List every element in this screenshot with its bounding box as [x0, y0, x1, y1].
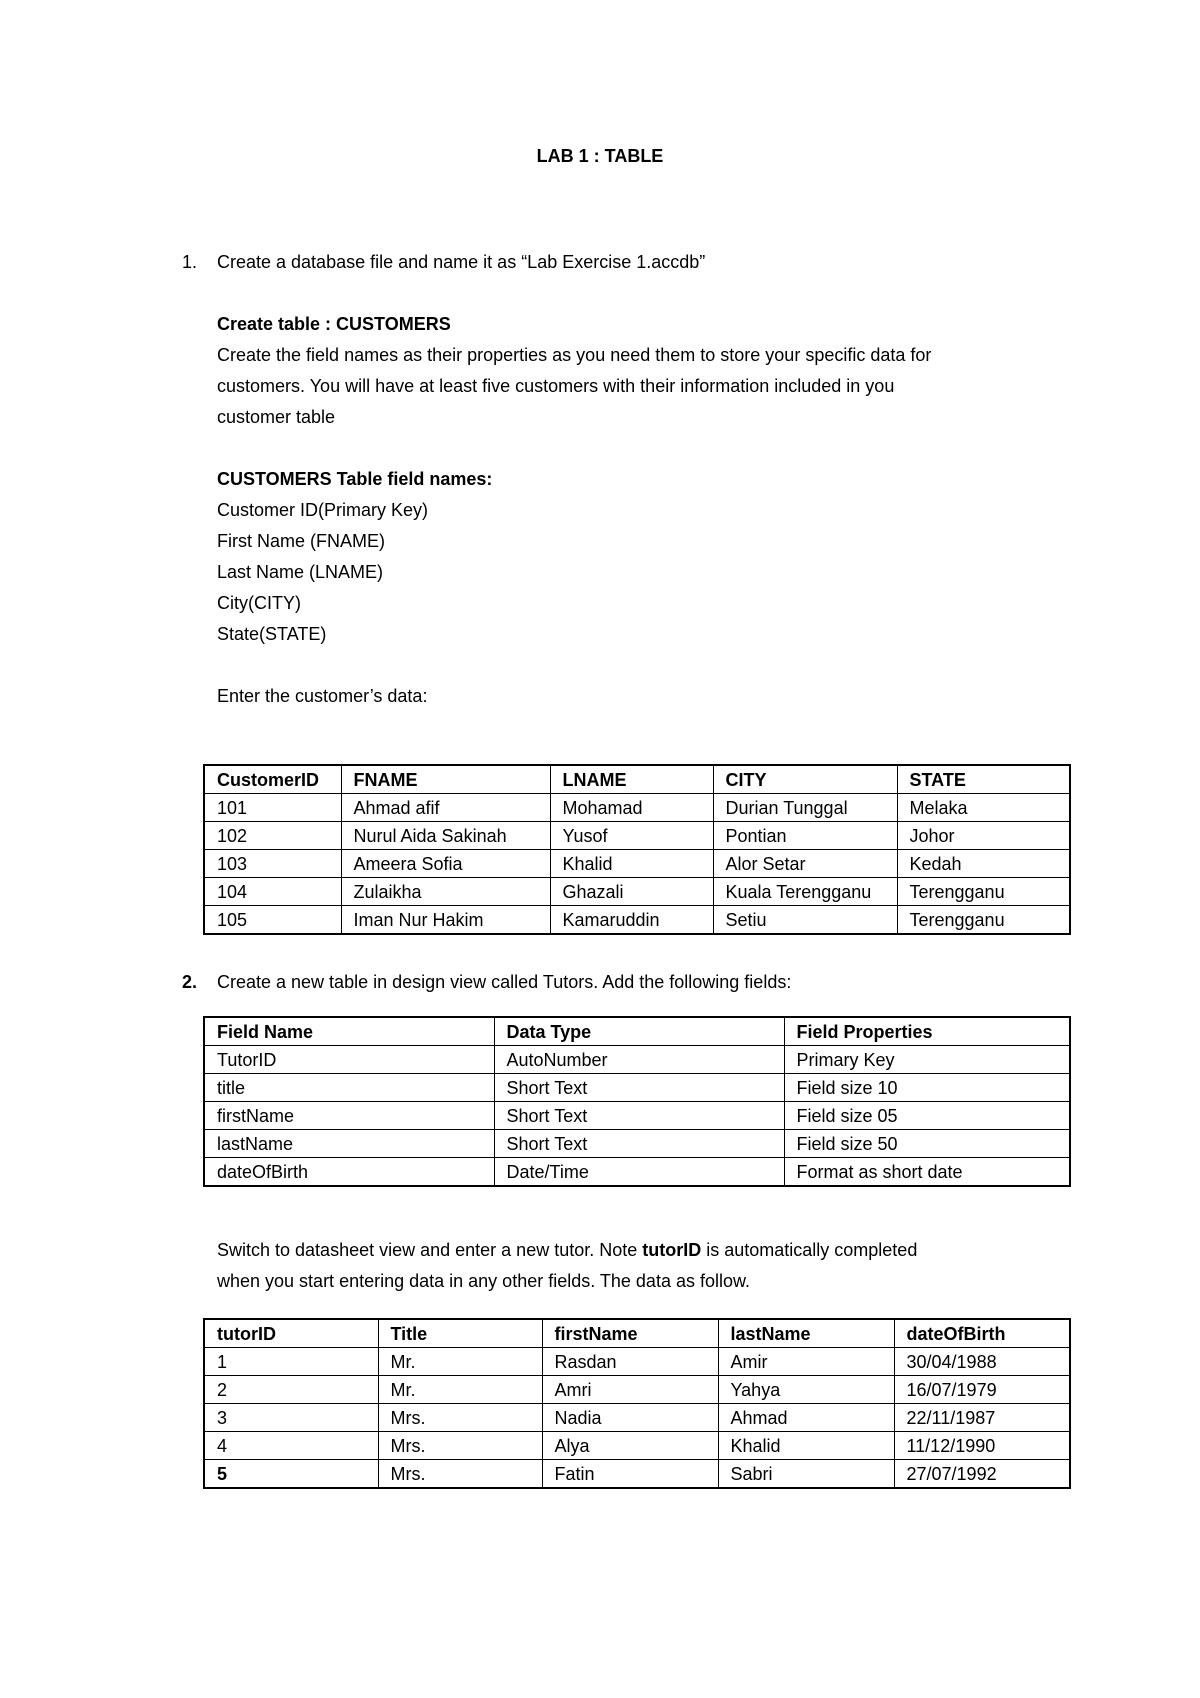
table-cell: Ghazali — [550, 878, 713, 906]
table-cell: lastName — [204, 1130, 494, 1158]
table-cell: 2 — [204, 1376, 378, 1404]
table-cell: Sabri — [718, 1460, 894, 1489]
table-cell: Date/Time — [494, 1158, 784, 1187]
table-cell: Kedah — [897, 850, 1070, 878]
table-cell: Mrs. — [378, 1432, 542, 1460]
q2-instruction: Create a new table in design view called Tutors. Add the following fields: — [217, 972, 792, 992]
table-cell: Mr. — [378, 1376, 542, 1404]
table-cell: Fatin — [542, 1460, 718, 1489]
table-cell: Amri — [542, 1376, 718, 1404]
field-item: First Name (FNAME) — [217, 531, 385, 551]
field-item: Customer ID(Primary Key) — [217, 500, 429, 520]
table-cell: Short Text — [494, 1102, 784, 1130]
table-row — [204, 1404, 1070, 1432]
switch-text-bold: tutorID — [642, 1240, 702, 1260]
header-cell: Title — [378, 1319, 542, 1348]
table-cell: 22/11/1987 — [894, 1404, 1070, 1432]
table-cell: Mohamad — [550, 794, 713, 822]
enter-data-label: Enter the customer’s data: — [217, 686, 428, 706]
table-cell: Pontian — [713, 822, 897, 850]
table-cell: Terengganu — [897, 878, 1070, 906]
table-cell: 102 — [204, 822, 341, 850]
table-cell: Khalid — [550, 850, 713, 878]
table-cell: Nurul Aida Sakinah — [341, 822, 550, 850]
header-cell: Field Properties — [784, 1017, 1070, 1046]
switch-text-part2: is automatically completed — [701, 1240, 918, 1260]
table-cell: 16/07/1979 — [894, 1376, 1070, 1404]
table-row — [204, 1102, 1070, 1130]
table-cell: 4 — [204, 1432, 378, 1460]
q2-number: 2. — [182, 972, 198, 992]
table-cell: Mrs. — [378, 1460, 542, 1489]
table-cell: Zulaikha — [341, 878, 550, 906]
field-item: City(CITY) — [217, 593, 301, 613]
switch-text-part1: Switch to datasheet view and enter a new tutor. Note — [217, 1240, 643, 1260]
table-row — [204, 850, 1070, 878]
create-table-label: Create table : CUSTOMERS — [217, 314, 451, 334]
table-row — [204, 1130, 1070, 1158]
table-cell: Rasdan — [542, 1348, 718, 1376]
table-cell: TutorID — [204, 1046, 494, 1074]
table-cell: 3 — [204, 1404, 378, 1432]
table-cell: Nadia — [542, 1404, 718, 1432]
table-cell: Iman Nur Hakim — [341, 906, 550, 935]
table-cell: Ahmad afif — [341, 794, 550, 822]
fields-heading: CUSTOMERS Table field names: — [217, 469, 493, 489]
table-row — [204, 822, 1070, 850]
table-row — [204, 878, 1070, 906]
table-cell: Field size 10 — [784, 1074, 1070, 1102]
table-cell: firstName — [204, 1102, 494, 1130]
table-row — [204, 1074, 1070, 1102]
table-row — [204, 1432, 1070, 1460]
header-cell: CustomerID — [204, 765, 341, 794]
table-cell: Field size 50 — [784, 1130, 1070, 1158]
header-cell: lastName — [718, 1319, 894, 1348]
page-title: LAB 1 : TABLE — [536, 146, 664, 166]
q1-paragraph-line2: customers. You will have at least five customers with their information included in you — [217, 376, 895, 396]
table-cell: Melaka — [897, 794, 1070, 822]
table-cell: Alor Setar — [713, 850, 897, 878]
header-cell: tutorID — [204, 1319, 378, 1348]
table-cell: Khalid — [718, 1432, 894, 1460]
tutors-data-table — [203, 1318, 1071, 1489]
table-cell: dateOfBirth — [204, 1158, 494, 1187]
table-cell: Format as short date — [784, 1158, 1070, 1187]
header-cell: dateOfBirth — [894, 1319, 1070, 1348]
table-cell: Short Text — [494, 1130, 784, 1158]
header-cell: LNAME — [550, 765, 713, 794]
table-cell: 101 — [204, 794, 341, 822]
table-cell: Ahmad — [718, 1404, 894, 1432]
table-cell: title — [204, 1074, 494, 1102]
table-cell: Amir — [718, 1348, 894, 1376]
table-cell: AutoNumber — [494, 1046, 784, 1074]
table-cell: Short Text — [494, 1074, 784, 1102]
switch-paragraph-line1 — [217, 1240, 917, 1261]
header-cell: Field Name — [204, 1017, 494, 1046]
table-cell: 27/07/1992 — [894, 1460, 1070, 1489]
table-cell: Kamaruddin — [550, 906, 713, 935]
table-cell: Ameera Sofia — [341, 850, 550, 878]
table-cell: Durian Tunggal — [713, 794, 897, 822]
field-item: Last Name (LNAME) — [217, 562, 384, 582]
table-row — [204, 1460, 1070, 1489]
header-cell: firstName — [542, 1319, 718, 1348]
table-cell: Terengganu — [897, 906, 1070, 935]
tutor-fields-table — [203, 1016, 1071, 1187]
table-cell: 5 — [204, 1460, 378, 1489]
table-cell: 105 — [204, 906, 341, 935]
q1-instruction: Create a database file and name it as “Lab Exercise 1.accdb” — [217, 252, 706, 272]
customers-table — [203, 764, 1071, 935]
table-cell: Primary Key — [784, 1046, 1070, 1074]
table-cell: Yahya — [718, 1376, 894, 1404]
q1-paragraph-line1: Create the field names as their properties as you need them to store your specific data for — [217, 345, 932, 365]
table-cell: Alya — [542, 1432, 718, 1460]
table-cell: 1 — [204, 1348, 378, 1376]
table-cell: Yusof — [550, 822, 713, 850]
table-header-row — [204, 1017, 1070, 1046]
table-cell: Kuala Terengganu — [713, 878, 897, 906]
table-cell: 30/04/1988 — [894, 1348, 1070, 1376]
table-row — [204, 794, 1070, 822]
field-item: State(STATE) — [217, 624, 327, 644]
q1-paragraph-line3: customer table — [217, 407, 336, 427]
table-row — [204, 1348, 1070, 1376]
table-cell: Field size 05 — [784, 1102, 1070, 1130]
header-cell: FNAME — [341, 765, 550, 794]
header-cell: STATE — [897, 765, 1070, 794]
table-row — [204, 1046, 1070, 1074]
table-row — [204, 1158, 1070, 1187]
table-cell: Mr. — [378, 1348, 542, 1376]
header-cell: Data Type — [494, 1017, 784, 1046]
switch-paragraph-line2: when you start entering data in any other fields. The data as follow. — [217, 1271, 750, 1291]
table-cell: Johor — [897, 822, 1070, 850]
q1-number: 1. — [182, 252, 198, 272]
table-header-row — [204, 1319, 1070, 1348]
table-cell: 103 — [204, 850, 341, 878]
table-cell: 11/12/1990 — [894, 1432, 1070, 1460]
table-cell: 104 — [204, 878, 341, 906]
table-cell: Setiu — [713, 906, 897, 935]
table-row — [204, 1376, 1070, 1404]
table-cell: Mrs. — [378, 1404, 542, 1432]
table-header-row — [204, 765, 1070, 794]
header-cell: CITY — [713, 765, 897, 794]
table-row — [204, 906, 1070, 935]
